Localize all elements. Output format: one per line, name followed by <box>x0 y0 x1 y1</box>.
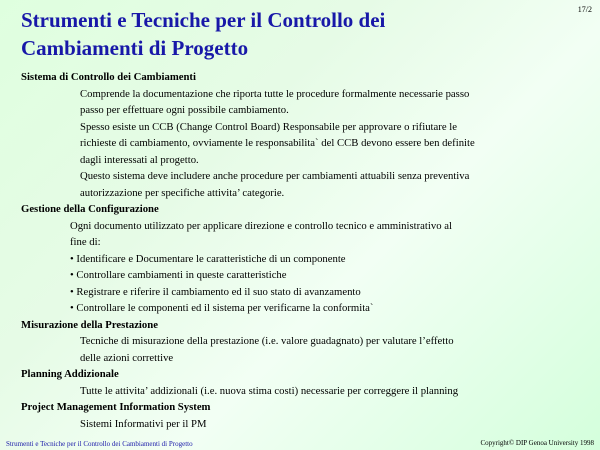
footer-title: Strumenti e Tecniche per il Controllo dei Cambiamenti di Progetto <box>6 440 193 448</box>
slide-title <box>21 6 521 62</box>
text-line: richieste di cambiamento, ovviamente le responsabilita` del CCB devono essere ben definite <box>80 137 475 149</box>
section-heading: Sistema di Controllo dei Cambiamenti <box>21 71 196 83</box>
section-sistema-controllo <box>21 69 581 201</box>
title-line-2: Cambiamenti di Progetto <box>21 36 249 60</box>
title-line-1: Strumenti e Tecniche per il Controllo dei <box>21 8 386 32</box>
section-pmis <box>21 399 581 432</box>
text-line: passo per effettuare ogni possibile cambiamento. <box>80 104 289 116</box>
section-misurazione-prestazione <box>21 317 581 367</box>
text-line: Ogni documento utilizzato per applicare direzione e controllo tecnico e amministrativo al <box>70 219 452 232</box>
text-line: Spesso esiste un CCB (Change Control Board) Responsabile per approvare o rifiutare le <box>80 120 457 133</box>
section-heading: Misurazione della Prestazione <box>21 318 158 331</box>
footer-copyright: Copyright© DIP Genoa University 1998 <box>480 439 594 447</box>
section-heading: Planning Addizionale <box>21 368 119 380</box>
section-body <box>80 383 581 400</box>
text-line: Tutte le attivita’ addizionali (i.e. nuova stima costi) necessarie per correggere il planning <box>80 384 459 397</box>
page-number: 17/2 <box>577 5 592 14</box>
section-heading: Project Management Information System <box>21 401 211 413</box>
slide-content <box>21 69 581 432</box>
text-line: delle azioni correttive <box>80 351 174 364</box>
text-line: Questo sistema deve includere anche procedure per cambiamenti attuabili senza preventiva <box>80 170 470 182</box>
section-gestione-configurazione <box>21 201 581 317</box>
section-body <box>80 86 581 202</box>
section-planning-addizionale <box>21 366 581 399</box>
section-body <box>70 218 581 317</box>
text-line: dagli interessati al progetto. <box>80 153 199 166</box>
text-line: fine di: <box>70 236 101 248</box>
section-body <box>80 416 581 433</box>
bullet-item: • Identificare e Documentare le caratteristiche di un componente <box>70 251 581 268</box>
text-line: autorizzazione per specifiche attivita’ categorie. <box>80 186 285 199</box>
text-line: Sistemi Informativi per il PM <box>80 417 207 430</box>
bullet-item: • Controllare cambiamenti in queste caratteristiche <box>70 267 581 284</box>
section-body <box>80 333 581 366</box>
text-line: Comprende la documentazione che riporta tutte le procedure formalmente necessarie passo <box>80 87 470 100</box>
section-heading: Gestione della Configurazione <box>21 203 159 215</box>
text-line: Tecniche di misurazione della prestazione (i.e. valore guadagnato) per valutare l’effetto <box>80 335 454 347</box>
bullet-item: • Registrare e riferire il cambiamento ed il suo stato di avanzamento <box>70 284 581 301</box>
bullet-item: • Controllare le componenti ed il sistema per verificarne la conformita` <box>70 300 581 317</box>
